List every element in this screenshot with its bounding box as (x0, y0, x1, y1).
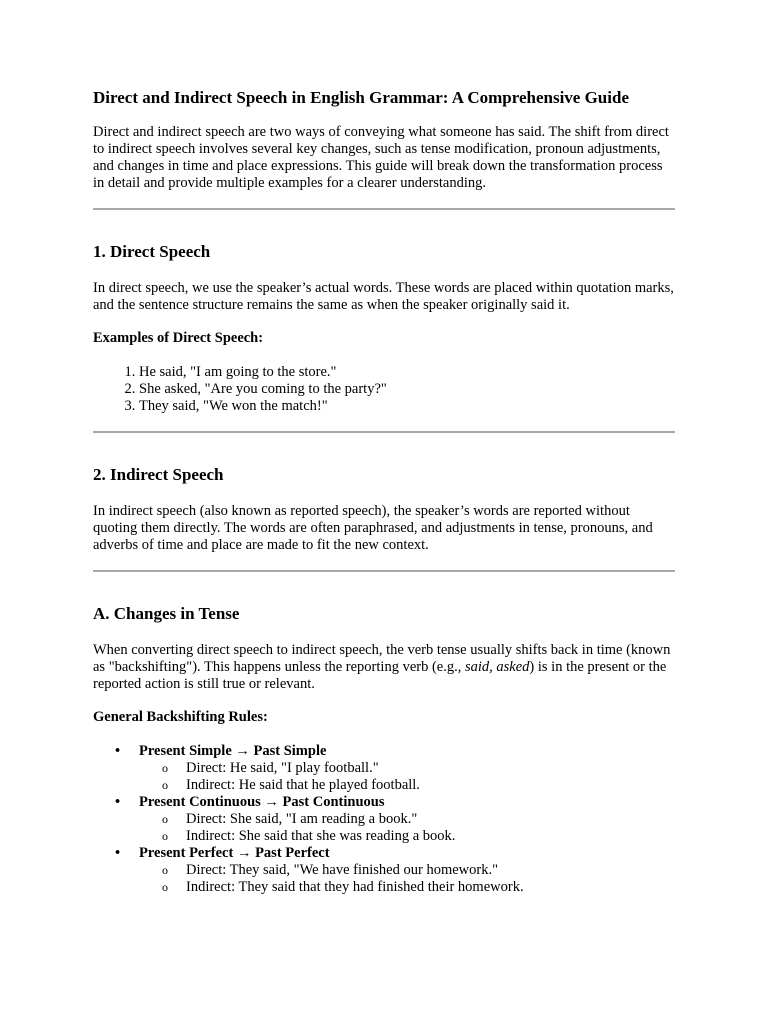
bullet-icon: • (115, 845, 121, 861)
circle-bullet-icon: o (162, 863, 168, 877)
backshifting-rules-list (93, 743, 675, 896)
indirect-speech-paragraph: In indirect speech (also known as reported speech), the speaker’s words are reported without quoting them directly. The words are often paraphrased, and adjustments in tense, pronouns, and adverbs of time and place are made to fit the new context. (93, 503, 653, 553)
direct-speech-heading: 1. Direct Speech (93, 242, 211, 261)
list-item (116, 743, 675, 794)
intro-paragraph: Direct and indirect speech are two ways of conveying what someone has said. The shift from direct to indirect speech involves several key changes, such as tense modification, pronoun adjustments, and changes in time and place expressions. This guide will break down the transformation process in detail and provide multiple examples for a clearer understanding. (93, 124, 669, 191)
list-item: o Indirect: They said that they had finished their homework. (162, 879, 524, 895)
bullet-icon: • (115, 794, 121, 810)
list-item: 1. He said, "I am going to the store." (139, 364, 675, 381)
document-title: Direct and Indirect Speech in English Grammar: A Comprehensive Guide (93, 88, 629, 107)
list-item (116, 845, 675, 896)
circle-bullet-icon: o (162, 880, 168, 894)
rule-examples (139, 760, 675, 794)
list-item: o Direct: He said, "I play football." (162, 760, 379, 776)
circle-bullet-icon: o (162, 829, 168, 843)
direct-examples-label: Examples of Direct Speech: (93, 330, 264, 346)
backshifting-rules-label: General Backshifting Rules: (93, 709, 268, 725)
list-item: o Indirect: She said that she was reading a book. (162, 828, 456, 844)
circle-bullet-icon: o (162, 761, 168, 775)
list-item: o Indirect: He said that he played football. (162, 777, 420, 793)
rule-examples (139, 862, 675, 896)
indirect-speech-heading: 2. Indirect Speech (93, 465, 224, 484)
list-item: o Direct: They said, "We have finished our homework." (162, 862, 498, 878)
reporting-verbs-example: said, asked (464, 659, 530, 675)
direct-examples-list (93, 364, 675, 415)
rule-term: Present Perfect → Past Perfect (139, 845, 330, 861)
direct-speech-paragraph: In direct speech, we use the speaker’s actual words. These words are placed within quotation marks, and the sentence structure remains the same as when the speaker originally said it. (93, 280, 674, 313)
circle-bullet-icon: o (162, 778, 168, 792)
list-item: o Direct: She said, "I am reading a book." (162, 811, 418, 827)
tense-changes-paragraph: When converting direct speech to indirect speech, the verb tense usually shifts back in time (known as "backshifting"). This happens unless the reporting verb (e.g., said, asked) is in the present or the reported action is still true or relevant. (93, 642, 671, 692)
tense-changes-heading: A. Changes in Tense (93, 604, 240, 623)
rule-term: Present Simple → Past Simple (139, 743, 327, 759)
list-item: 3. They said, "We won the match!" (139, 398, 675, 415)
list-item (116, 794, 675, 845)
rule-examples (139, 811, 675, 845)
list-item: 2. She asked, "Are you coming to the party?" (139, 381, 675, 398)
circle-bullet-icon: o (162, 812, 168, 826)
rule-term: Present Continuous → Past Continuous (139, 794, 385, 810)
bullet-icon: • (115, 743, 121, 759)
